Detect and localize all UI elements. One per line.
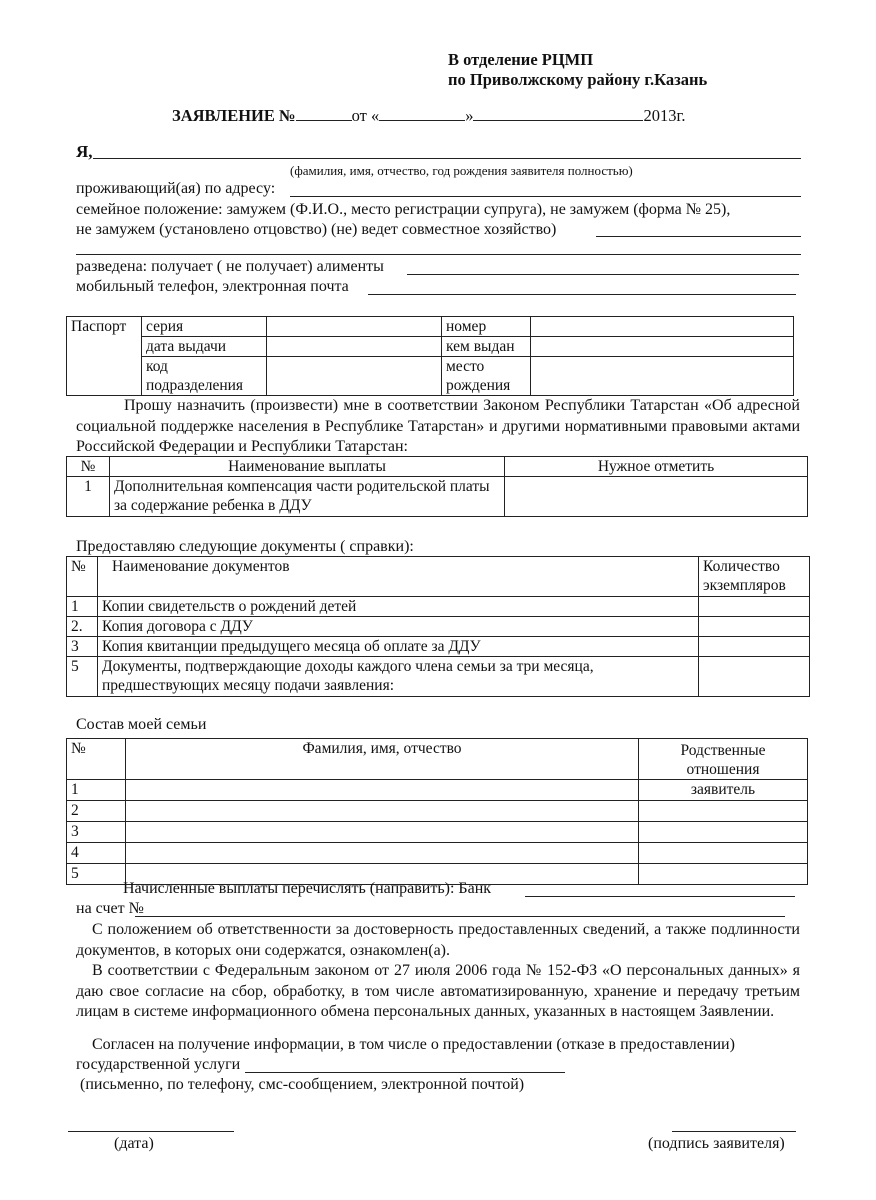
family-status-field-2[interactable]: [76, 254, 801, 255]
recipient-line-1: В отделение РЦМП: [448, 50, 594, 69]
contact-field[interactable]: [368, 294, 796, 295]
consent-text: В соответствии с Федеральным законом от 27 июля 2006 года № 152-ФЗ «О персональных данных» я даю свое согласие на сбор, обработку, в том числе автоматизированную, хранение и передачу третьим лицам в системе информационного обмена персональных данных, указанных в настоящем Заявлении.: [76, 962, 800, 1020]
document-name: Копия договора с ДДУ: [98, 617, 699, 637]
recipient-line-2: по Приволжскому району г.Казань: [448, 70, 708, 89]
document-name: Документы, подтверждающие доходы каждого члена семьи за три месяца, предшествующих месяцу подачи заявления:: [98, 657, 699, 697]
payment-mark-field[interactable]: [505, 477, 808, 517]
notify-line-2: государственной услуги: [76, 1056, 241, 1073]
family-header-num: №: [67, 739, 126, 780]
family-relation: заявитель: [639, 780, 808, 801]
passport-issue-date-label: дата выдачи: [142, 337, 267, 357]
family-num: 1: [67, 780, 126, 801]
request-text: Прошу назначить (произвести) мне в соответствии Законом Республики Татарстан «Об адресной социальной поддержке населения в Республике Татарстан» и другими нормативными правовыми актами Российской Федерации и Республики Татарстан:: [76, 397, 800, 455]
signature-label: (подпись заявителя): [648, 1135, 785, 1152]
passport-title: Паспорт: [67, 317, 142, 396]
payment-num: 1: [67, 477, 110, 517]
passport-code-field[interactable]: [267, 357, 442, 396]
table-row: [67, 637, 810, 657]
table-row: [67, 477, 808, 517]
passport-code-label: [142, 357, 267, 396]
date-label: (дата): [114, 1135, 154, 1152]
family-intro: Состав моей семьи: [76, 716, 207, 733]
account-label: на счет №: [76, 900, 144, 917]
table-row: [67, 657, 810, 697]
payments-table: [66, 456, 808, 517]
family-relation-field[interactable]: [639, 801, 808, 822]
family-status-line-1: семейное положение: замужем (Ф.И.О., место регистрации супруга), не замужем (форма № 25),: [76, 201, 731, 218]
documents-table: [66, 556, 810, 697]
document-num: 5: [67, 657, 98, 697]
family-name-field[interactable]: [126, 801, 639, 822]
signature-field[interactable]: [672, 1131, 796, 1132]
table-row: [67, 843, 808, 864]
passport-issue-date-field[interactable]: [267, 337, 442, 357]
account-field[interactable]: [135, 916, 785, 917]
notify-line-1: Согласен на получение информации, в том числе о предоставлении (отказе в предоставлении): [92, 1036, 735, 1053]
family-name-field[interactable]: [126, 843, 639, 864]
contact-label: мобильный телефон, электронная почта: [76, 278, 349, 295]
passport-birthplace-field[interactable]: [531, 357, 794, 396]
title-quote-close: »: [465, 106, 474, 125]
passport-issued-by-field[interactable]: [531, 337, 794, 357]
table-row: [67, 617, 810, 637]
document-name: Копии свидетельств о рождений детей: [98, 597, 699, 617]
family-num: 2: [67, 801, 126, 822]
alimony-label: разведена: получает ( не получает) алименты: [76, 258, 384, 275]
documents-header-num: №: [67, 557, 98, 597]
document-count-field[interactable]: [699, 657, 810, 697]
passport-birthplace-label-1: место: [446, 358, 485, 375]
family-status-field[interactable]: [596, 236, 801, 237]
family-num: 4: [67, 843, 126, 864]
documents-header-name: Наименование документов: [98, 557, 699, 597]
title-label: ЗАЯВЛЕНИЕ №: [172, 106, 296, 125]
passport-issued-by-label: кем выдан: [442, 337, 531, 357]
document-count-field[interactable]: [699, 597, 810, 617]
document-num: 1: [67, 597, 98, 617]
payments-header-num: №: [67, 457, 110, 477]
document-count-field[interactable]: [699, 637, 810, 657]
notify-hint: (письменно, по телефону, смс-сообщением, электронной почтой): [80, 1076, 525, 1093]
table-row: [67, 822, 808, 843]
family-table: [66, 738, 808, 885]
title-year: 2013г.: [643, 106, 686, 125]
family-header-relation: Родственные отношения: [639, 739, 808, 780]
date-day-field[interactable]: [379, 106, 465, 121]
family-relation-field[interactable]: [639, 864, 808, 885]
bank-label: Начисленные выплаты перечислять (направить): Банк: [123, 880, 492, 897]
passport-code-label-2: подразделения: [146, 377, 244, 394]
date-month-field[interactable]: [473, 106, 643, 121]
application-number-field[interactable]: [296, 106, 352, 121]
table-row: [67, 801, 808, 822]
title-from: от «: [351, 106, 380, 125]
passport-birthplace-label: [442, 357, 531, 396]
passport-series-field[interactable]: [267, 317, 442, 337]
document-count-field[interactable]: [699, 617, 810, 637]
address-label: проживающий(ая) по адресу:: [76, 180, 276, 197]
payment-name: Дополнительная компенсация части родительской платы за содержание ребенка в ДДУ: [110, 477, 505, 517]
family-name-field[interactable]: [126, 822, 639, 843]
responsibility-text: С положением об ответственности за достоверность предоставленных сведений, а также подлинности документов, в которых они содержатся, ознакомлен(а).: [76, 921, 800, 959]
document-name: Копия квитанции предыдущего месяца об оплате за ДДУ: [98, 637, 699, 657]
passport-number-field[interactable]: [531, 317, 794, 337]
family-relation-field[interactable]: [639, 822, 808, 843]
passport-number-label: номер: [442, 317, 531, 337]
alimony-field[interactable]: [407, 274, 799, 275]
address-field[interactable]: [290, 196, 801, 197]
documents-intro: Предоставляю следующие документы ( справки):: [76, 538, 414, 555]
passport-table: [66, 316, 794, 396]
document-num: 2.: [67, 617, 98, 637]
family-relation-field[interactable]: [639, 843, 808, 864]
passport-birthplace-label-2: рождения: [446, 377, 511, 394]
passport-series-label: серия: [142, 317, 267, 337]
family-header-name: Фамилия, имя, отчество: [126, 739, 639, 780]
date-field[interactable]: [68, 1131, 234, 1132]
documents-header-count: Количество экземпляров: [699, 557, 810, 597]
table-row: [67, 597, 810, 617]
applicant-prefix: Я,: [76, 142, 93, 161]
applicant-name-hint: (фамилия, имя, отчество, год рождения заявителя полностью): [290, 163, 633, 178]
family-num: 3: [67, 822, 126, 843]
payments-header-name: Наименование выплаты: [110, 457, 505, 477]
notify-method-field[interactable]: [245, 1072, 565, 1073]
table-row: [67, 780, 808, 801]
application-title: [172, 106, 686, 126]
bank-field[interactable]: [525, 896, 795, 897]
family-status-line-2: не замужем (установлено отцовство) (не) ведет совместное хозяйство): [76, 221, 557, 238]
family-name-field[interactable]: [126, 780, 639, 801]
payments-header-mark: Нужное отметить: [505, 457, 808, 477]
applicant-name-field[interactable]: [93, 158, 801, 159]
passport-code-label-1: код: [146, 358, 168, 375]
document-num: 3: [67, 637, 98, 657]
family-num: 5: [67, 864, 126, 885]
